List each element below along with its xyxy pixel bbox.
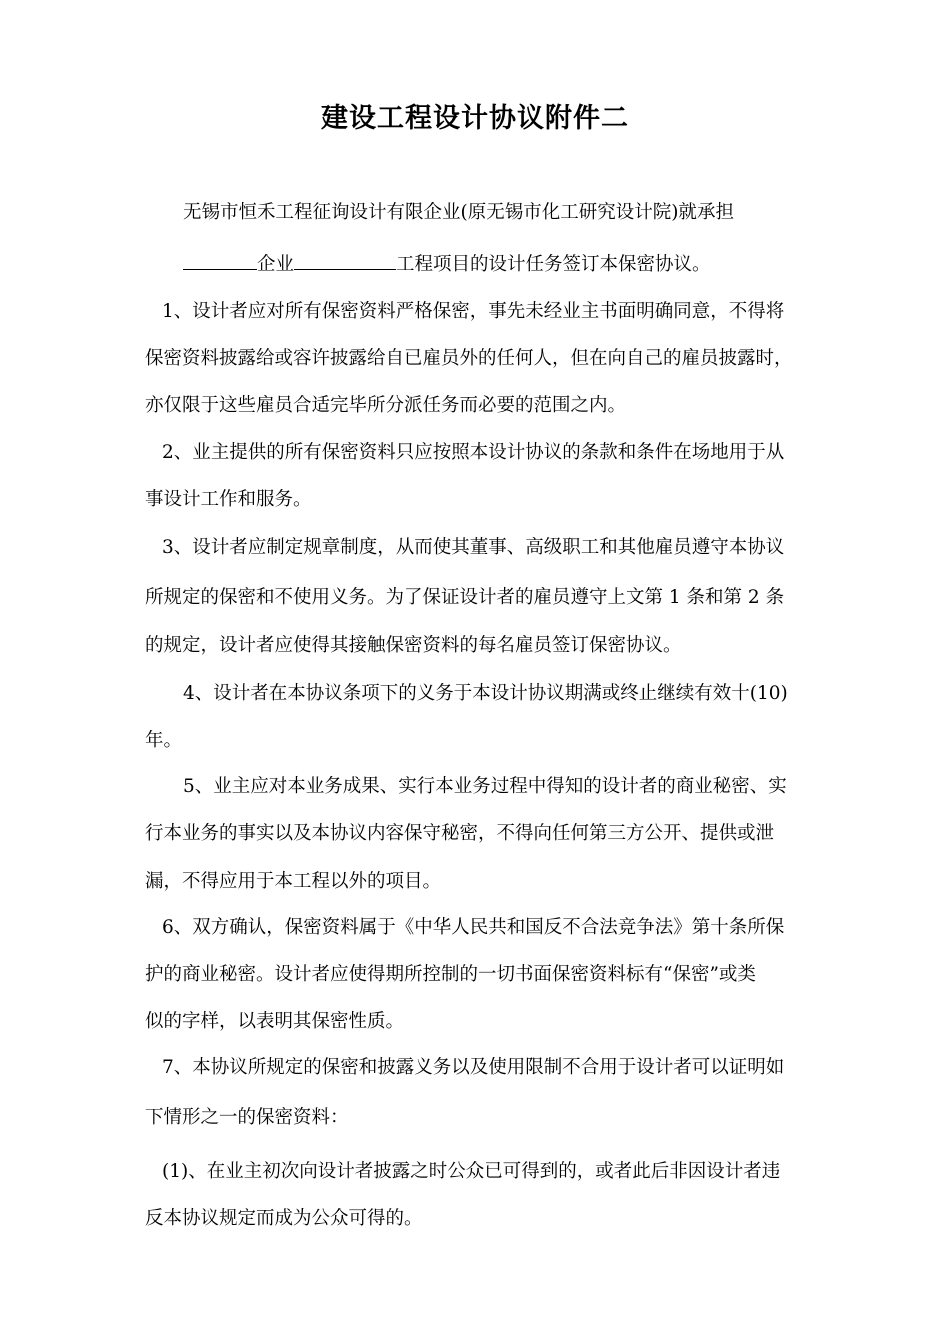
- clause-5-line-3: 漏，不得应用于本工程以外的项目。: [145, 871, 442, 892]
- intro-line-1: 无锡市恒禾工程征询设计有限企业(原无锡市化工研究设计院)就承担: [183, 202, 734, 223]
- intro-line-2-rest: 工程项目的设计任务签订本保密协议。: [396, 254, 711, 275]
- fill-in-blank-2: [294, 251, 396, 270]
- clause-6-line-3: 似的字样，以表明其保密性质。: [145, 1011, 405, 1032]
- fill-in-blank-1: [183, 251, 257, 270]
- clause-1-line-1: 1、设计者应对所有保密资料严格保密，事先未经业主书面明确同意，不得将: [162, 301, 785, 322]
- clause-3-line-3: 的规定，设计者应使得其接触保密资料的每名雇员签订保密协议。: [145, 635, 682, 656]
- clause-6-line-1: 6、双方确认，保密资料属于《中华人民共和国反不合法竞争法》第十条所保: [162, 917, 785, 938]
- clause-4-line-1: 4、设计者在本协议条项下的义务于本设计协议期满或终止继续有效十(10): [183, 683, 788, 704]
- sub-clause-1-line-2: 反本协议规定而成为公众可得的。: [145, 1208, 423, 1229]
- clause-5-line-2: 行本业务的事实以及本协议内容保守秘密，不得向任何第三方公开、提供或泄: [145, 823, 775, 844]
- clause-3-line-2: 所规定的保密和不使用义务。为了保证设计者的雇员遵守上文第 1 条和第 2 条: [145, 587, 785, 608]
- clause-5-line-1: 5、业主应对本业务成果、实行本业务过程中得知的设计者的商业秘密、实: [183, 776, 787, 797]
- clause-4-line-2: 年。: [145, 730, 183, 751]
- intro-line-2: [183, 251, 711, 277]
- clause-3-line-1: 3、设计者应制定规章制度，从而使其董事、高级职工和其他雇员遵守本协议: [162, 537, 785, 558]
- clause-7-line-1: 7、本协议所规定的保密和披露义务以及使用限制不合用于设计者可以证明如: [162, 1057, 785, 1078]
- clause-7-line-2: 下情形之一的保密资料：: [145, 1107, 349, 1128]
- document-title: 建设工程设计协议附件二: [321, 103, 629, 134]
- sub-clause-1-line-1: (1)、在业主初次向设计者披露之时公众已可得到的，或者此后非因设计者违: [162, 1161, 781, 1182]
- clause-2-line-1: 2、业主提供的所有保密资料只应按照本设计协议的条款和条件在场地用于从: [162, 442, 785, 463]
- clause-1-line-2: 保密资料披露给或容许披露给自已雇员外的任何人，但在向自己的雇员披露时，: [145, 348, 793, 369]
- clause-6-line-2: 护的商业秘密。设计者应使得期所控制的一切书面保密资料标有“保密”或类: [145, 964, 756, 985]
- clause-2-line-2: 事设计工作和服务。: [145, 489, 312, 510]
- intro-word-enterprise: 企业: [257, 254, 295, 275]
- clause-1-line-3: 亦仅限于这些雇员合适完毕所分派任务而必要的范围之内。: [145, 395, 627, 416]
